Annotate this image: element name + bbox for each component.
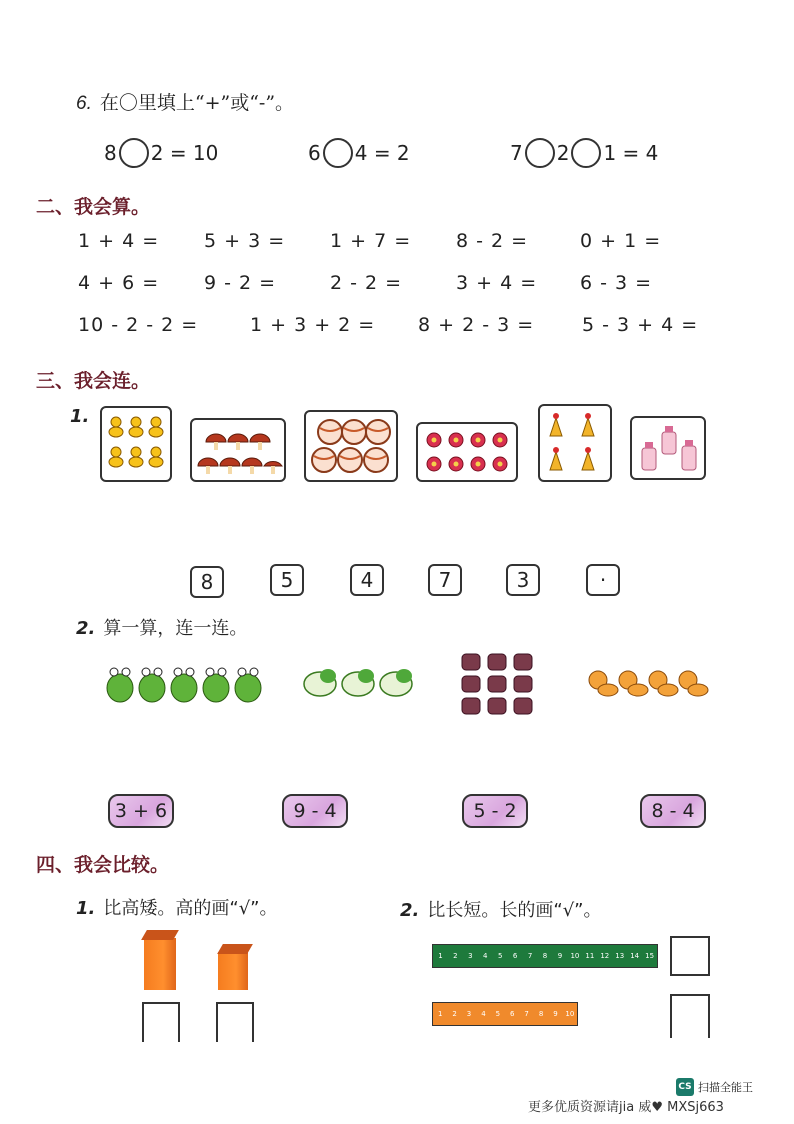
section-3-title: 三、我会连。: [36, 370, 151, 392]
ruler-tick-label: 5: [497, 952, 503, 960]
sec4-part1-title: 1. 比高矮。高的画“√”。: [76, 898, 278, 919]
q6-equation-3: [510, 138, 658, 168]
expr-pill-1[interactable]: 3 + 6: [108, 794, 174, 828]
calc-1-1: 1 + 4 =: [78, 230, 160, 252]
ruler-tick-label: 9: [553, 1010, 558, 1018]
ruler-tick-label: 8: [538, 1010, 544, 1018]
calc-2-1: 4 + 6 =: [78, 272, 160, 294]
cabbages-image: [300, 662, 416, 702]
bottles-image: [632, 418, 704, 478]
ducks-box: [100, 406, 172, 482]
eq2-b: 4 = 2: [354, 141, 410, 165]
mushrooms-box: [190, 418, 286, 482]
ruler-tick-label: 3: [466, 1010, 472, 1018]
calc-3-3: 8 + 2 - 3 =: [418, 314, 535, 336]
ruler-tick-label: 1: [438, 952, 443, 960]
section-2-title: 二、我会算。: [36, 196, 151, 218]
calc-2-2: 9 - 2 =: [204, 272, 277, 294]
ruler-tick-label: 4: [481, 1010, 486, 1018]
scanner-brand-text: 扫描全能王: [698, 1081, 753, 1094]
q6-equation-2: [308, 138, 410, 168]
answer-circle-1[interactable]: [119, 138, 149, 168]
ruler-tick-label: 15: [645, 952, 655, 960]
volleyballs-box: [304, 410, 398, 482]
ruler-tick-label: 2: [452, 1010, 457, 1018]
q6-number: 6.: [76, 93, 92, 114]
ruler-tick-label: 7: [527, 952, 533, 960]
calc-3-2: 1 + 3 + 2 =: [250, 314, 376, 336]
calc-1-3: 1 + 7 =: [330, 230, 412, 252]
short-answer-box[interactable]: [216, 1002, 254, 1042]
number-box-3[interactable]: 4: [350, 564, 384, 596]
long-ruler: [432, 944, 658, 968]
ruler-tick-label: 1: [437, 1010, 443, 1018]
ruler-tick-label: 12: [600, 952, 610, 960]
short-ruler: [432, 1002, 578, 1026]
sec3-part1-number: 1.: [70, 406, 90, 427]
calc-3-4: 5 - 3 + 4 =: [582, 314, 699, 336]
ruler-tick-label: 6: [510, 1010, 515, 1018]
short-block-top: [217, 944, 253, 954]
ruler-tick-label: 10: [570, 952, 580, 960]
ruler-tick-label: 11: [585, 952, 595, 960]
tall-block: [144, 938, 176, 990]
sec3-part2-title: 2. 算一算，连一连。: [76, 618, 248, 639]
answer-circle-3[interactable]: [525, 138, 555, 168]
ruler-tick-label: 5: [495, 1010, 501, 1018]
number-box-4[interactable]: 7: [428, 564, 462, 596]
ducks-image: [102, 408, 170, 480]
short-ruler-answer-box[interactable]: [670, 994, 710, 1038]
answer-circle-2[interactable]: [323, 138, 353, 168]
long-ruler-answer-box[interactable]: [670, 936, 710, 976]
calc-2-4: 3 + 4 =: [456, 272, 538, 294]
calc-2-3: 2 - 2 =: [330, 272, 403, 294]
bells-box: [538, 404, 612, 482]
number-box-2[interactable]: 5: [270, 564, 304, 596]
frogs-image: [104, 660, 264, 708]
eq1-a: 8: [104, 141, 117, 165]
expr-pill-4[interactable]: 8 - 4: [640, 794, 706, 828]
answer-circle-4[interactable]: [571, 138, 601, 168]
number-box-6[interactable]: ·: [586, 564, 620, 596]
bottles-box: [630, 416, 706, 480]
tall-answer-box[interactable]: [142, 1002, 180, 1042]
ruler-tick-label: 2: [453, 952, 458, 960]
flowers-image: [418, 424, 516, 480]
eq1-b: 2 = 10: [150, 141, 219, 165]
bells-image: [540, 406, 610, 480]
short-block: [218, 952, 248, 990]
calc-2-5: 6 - 3 =: [580, 272, 653, 294]
bears-image: [460, 652, 536, 716]
footer-text: 更多优质资源请jia 威♥ MXSj663: [528, 1100, 724, 1115]
eq3-a: 7: [510, 141, 523, 165]
eq3-b: 2: [556, 141, 570, 165]
expr-pill-2[interactable]: 9 - 4: [282, 794, 348, 828]
ruler-tick-label: 6: [512, 952, 518, 960]
q6-title: [76, 88, 294, 115]
volleyballs-image: [306, 412, 396, 480]
q6-text: 在〇里填上“+”或“-”。: [99, 92, 295, 114]
calc-3-1: 10 - 2 - 2 =: [78, 314, 199, 336]
number-box-1[interactable]: 8: [190, 566, 224, 598]
cs-logo-icon: CS: [676, 1078, 694, 1096]
calc-1-5: 0 + 1 =: [580, 230, 662, 252]
eq3-c: 1 = 4: [603, 141, 659, 165]
ruler-tick-label: 4: [483, 952, 488, 960]
flowers-box: [416, 422, 518, 482]
lions-image: [586, 666, 710, 700]
ruler-tick-label: 13: [615, 952, 625, 960]
ruler-tick-label: 8: [542, 952, 548, 960]
ruler-tick-label: 3: [468, 952, 473, 960]
sec4-part2-title: 2. 比长短。长的画“√”。: [400, 900, 602, 921]
tall-block-top: [141, 930, 179, 940]
section-4-title: 四、我会比较。: [36, 854, 170, 876]
ruler-tick-label: 9: [557, 952, 563, 960]
mushrooms-image: [192, 420, 284, 480]
calc-1-4: 8 - 2 =: [456, 230, 529, 252]
calc-1-2: 5 + 3 =: [204, 230, 286, 252]
ruler-tick-label: 10: [565, 1010, 575, 1018]
q6-equation-1: [104, 138, 218, 168]
expr-pill-3[interactable]: 5 - 2: [462, 794, 528, 828]
ruler-tick-label: 14: [630, 952, 640, 960]
eq2-a: 6: [308, 141, 321, 165]
ruler-tick-label: 7: [524, 1010, 529, 1018]
number-box-5[interactable]: 3: [506, 564, 540, 596]
